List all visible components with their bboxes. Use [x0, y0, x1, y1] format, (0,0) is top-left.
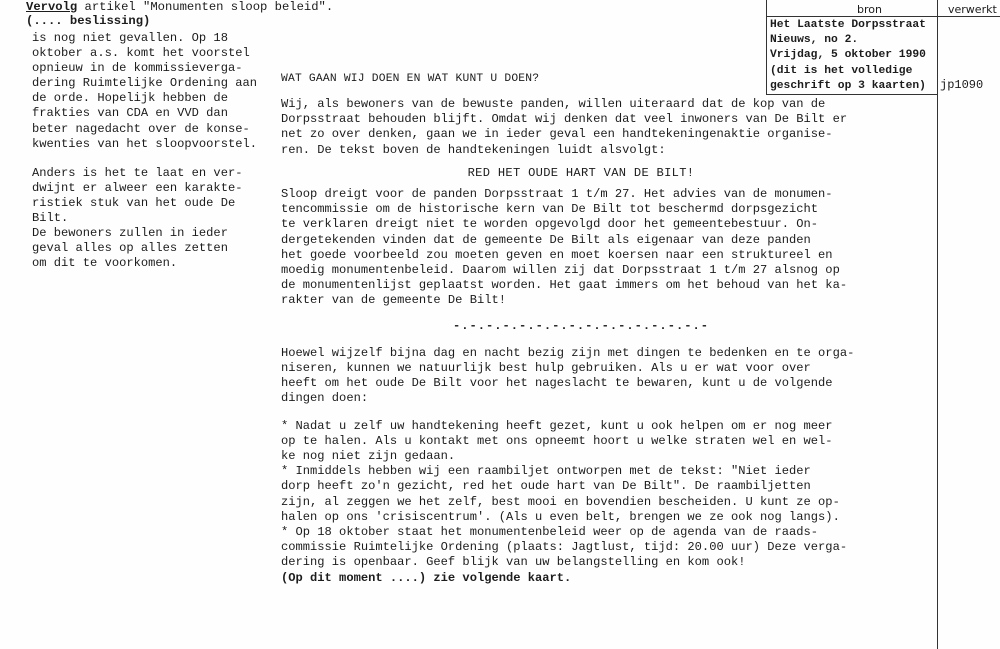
- archive-vertical-line-mid: [937, 0, 938, 649]
- spacer: [281, 407, 881, 419]
- bullet-item: * Op 18 oktober staat het monumentenbeleid weer op de agenda van de raads- commissie Ruimtelijke Ordening (plaats: Jagtlust, tijd: 20.00 uur) Deze verga- dering is openbaar. Geef blijk van uw belangstelling en kom ook!: [281, 525, 848, 570]
- bron-column-header: bron: [857, 3, 882, 16]
- article-subtitle: (.... beslissing): [26, 14, 151, 28]
- section-divider: -.-.-.-.-.-.-.-.-.-.-.-.-.-.-.-: [453, 318, 709, 333]
- bullet-item: * Inmiddels hebben wij een raambiljet ontworpen met de tekst: "Niet ieder dorp heeft zo'n gezicht, red het oude hart van De Bilt". De raambiljetten zijn, al zeggen we het zelf, best mooi en bovendien bescheiden. U kunt ze op- halen op ons 'crisiscentrum'. (Als u even belt, brengen we ze ook nog langs).: [281, 464, 840, 524]
- left-paragraph-1: is nog niet gevallen. Op 18 oktober a.s. komt het voorstel opnieuw in de kommissieverga- dering Ruimtelijke Ordening aan de orde. Hopelijk hebben de frakties van CDA en VVD dan beter nagedacht over de konse- kwenties van het sloopvoorstel.: [32, 31, 257, 151]
- continued-note: (Op dit moment ....) zie volgende kaart.: [281, 570, 572, 585]
- archive-horizontal-line-top: [766, 16, 1000, 17]
- source-line: Vrijdag, 5 oktober 1990: [770, 49, 926, 62]
- left-column-text: [32, 31, 264, 271]
- help-paragraph: Hoewel wijzelf bijna dag en nacht bezig zijn met dingen te bedenken en te orga- niseren, kunnen we natuurlijk best hulp gebruiken. Als u er wat voor over heeft om het oude De Bilt voor het nageslacht te bewaren, kunt u de volgende dingen doen:: [281, 345, 855, 406]
- main-column-text: [281, 97, 881, 586]
- bullet-item: * Nadat u zelf uw handtekening heeft gezet, kunt u ook helpen om er nog meer op te halen. Als u kontakt met ons opneemt hoort u welke straten wel en wel- ke nog niet zijn gedaan.: [281, 418, 833, 464]
- source-line: Nieuws, no 2.: [770, 34, 859, 47]
- verwerkt-column-header: verwerkt: [948, 3, 997, 16]
- petition-paragraph: Sloop dreigt voor de panden Dorpsstraat 1 t/m 27. Het advies van de monumen- tencommissie om de historische kern van De Bilt tot beschermd dorpsgezicht te verklaren dreigt niet te worden opgevolgd door het gemeentebestuur. On- dergetekenden vinden dat de gemeente De Bilt als eigenaar van deze panden het goede voorbeeld zou moeten geven en moet koersen naar een struktureel en moedig monumentenbeleid. Daarom willen zij dat Dorpsstraat 1 t/m 27 alsnog op de monumentenlijst geplaatst worden. Het gaat immers om het behoud van het ka- rakter van de gemeente De Bilt!: [281, 187, 848, 308]
- source-reference: [770, 18, 938, 94]
- title-prefix: Vervolg: [26, 0, 78, 14]
- source-line: geschrift op 3 kaarten): [770, 79, 926, 92]
- article-title: [26, 0, 333, 14]
- left-paragraph-2: Anders is het te laat en ver- dwijnt er alweer een karakte- ristiek stuk van het oude De Bilt. De bewoners zullen in ieder geval alles op alles zetten om dit te voorkomen.: [32, 165, 243, 271]
- source-line: (dit is het volledige: [770, 64, 913, 77]
- intro-paragraph: Wij, als bewoners van de bewuste panden, willen uiteraard dat de kop van de Dorpsstraat behouden blijft. Omdat wij denken dat veel inwoners van De Bilt er net zo over denken, gaan we in ieder geval een handtekeningenaktie organise- ren. De tekst boven de handtekeningen luidt alsvolgt:: [281, 97, 848, 157]
- archive-vertical-line-left: [766, 0, 767, 95]
- archive-horizontal-line-bottom: [766, 94, 937, 95]
- petition-slogan: RED HET OUDE HART VAN DE BILT!: [467, 165, 695, 180]
- reference-code: jp1090: [940, 78, 984, 92]
- title-text: artikel "Monumenten sloop beleid".: [77, 0, 334, 14]
- section-heading: WAT GAAN WIJ DOEN EN WAT KUNT U DOEN?: [281, 73, 540, 85]
- source-line: Het Laatste Dorpsstraat: [770, 19, 926, 31]
